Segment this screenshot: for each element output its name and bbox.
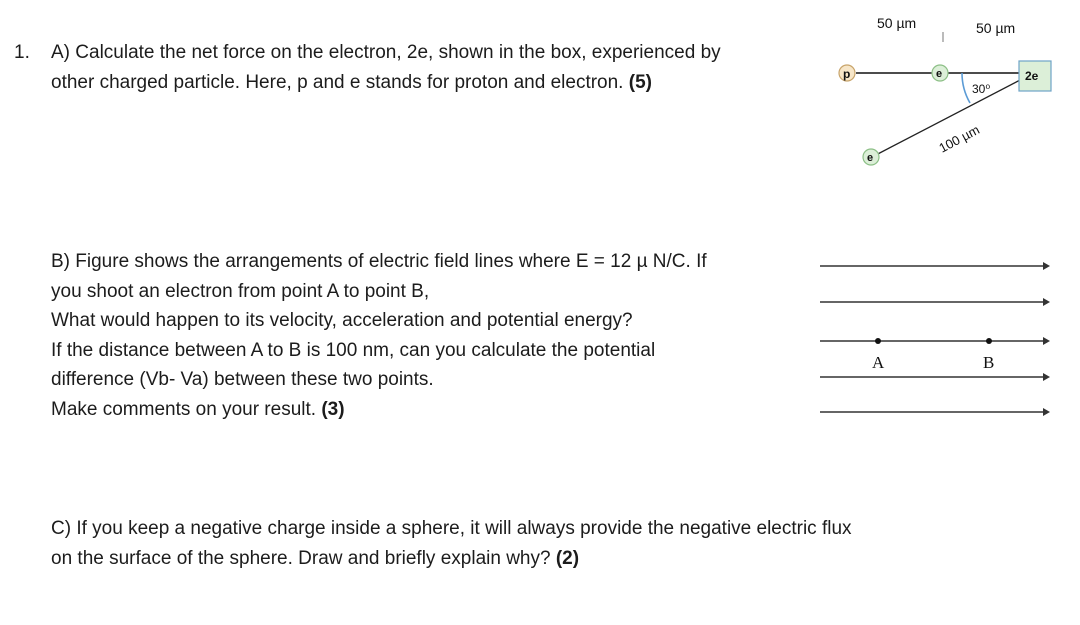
part-a-marks: (5) (628, 72, 652, 93)
part-a-line-1: A) Calculate the net force on the electron, 2e, shown in the box, experienced by (51, 42, 721, 63)
distance-label-left: 50 µm (877, 15, 917, 31)
part-b-line-2: you shoot an electron from point A to point B, (51, 280, 430, 302)
part-b-line-3: What would happen to its velocity, acceleration and potential energy? (51, 310, 633, 332)
point-b-dot (986, 338, 992, 344)
part-a-line-2-text: other charged particle. Here, p and e stands for proton and electron. (51, 72, 624, 93)
part-b-line-4: If the distance between A to B is 100 nm, can you calculate the potential (51, 339, 656, 361)
boxed-charge-label: 2e (1025, 69, 1039, 83)
field-line-2 (820, 298, 1050, 306)
field-lines-figure (820, 262, 1050, 416)
point-a-label: A (872, 353, 885, 372)
field-line-4 (820, 373, 1050, 381)
arrowhead-icon (1043, 337, 1050, 345)
arrowhead-icon (1043, 373, 1050, 381)
field-line-1 (820, 262, 1050, 270)
part-b-line-6-text: Make comments on your result. (51, 398, 317, 420)
arrowhead-icon (1043, 298, 1050, 306)
electron-top-label: e (936, 68, 943, 80)
part-b-line-5: difference (Vb- Va) between these two points. (51, 369, 434, 391)
distance-label-diagonal: 100 µm (936, 121, 982, 156)
point-a-dot (875, 338, 881, 344)
part-c-line-2-text: on the surface of the sphere. Draw and briefly explain why? (51, 548, 551, 569)
part-c-marks: (2) (555, 548, 580, 569)
arrowhead-icon (1043, 262, 1050, 270)
arrowhead-icon (1043, 408, 1050, 416)
angle-arc (962, 73, 970, 103)
part-c-line-1: C) If you keep a negative charge inside a sphere, it will always provide the negative electric flux (51, 518, 852, 539)
proton-label: p (843, 67, 851, 81)
field-line-5 (820, 408, 1050, 416)
distance-label-right: 50 µm (976, 20, 1016, 36)
point-b-label: B (983, 353, 995, 372)
angle-label: 30⁰ (972, 82, 991, 96)
electron-bottom-label: e (867, 152, 874, 164)
part-b-marks: (3) (321, 398, 345, 420)
part-b-line-1: B) Figure shows the arrangements of electric field lines where E = 12 µ N/C. If (51, 251, 707, 272)
question-number: 1. (14, 42, 30, 63)
field-line-3 (820, 337, 1050, 345)
